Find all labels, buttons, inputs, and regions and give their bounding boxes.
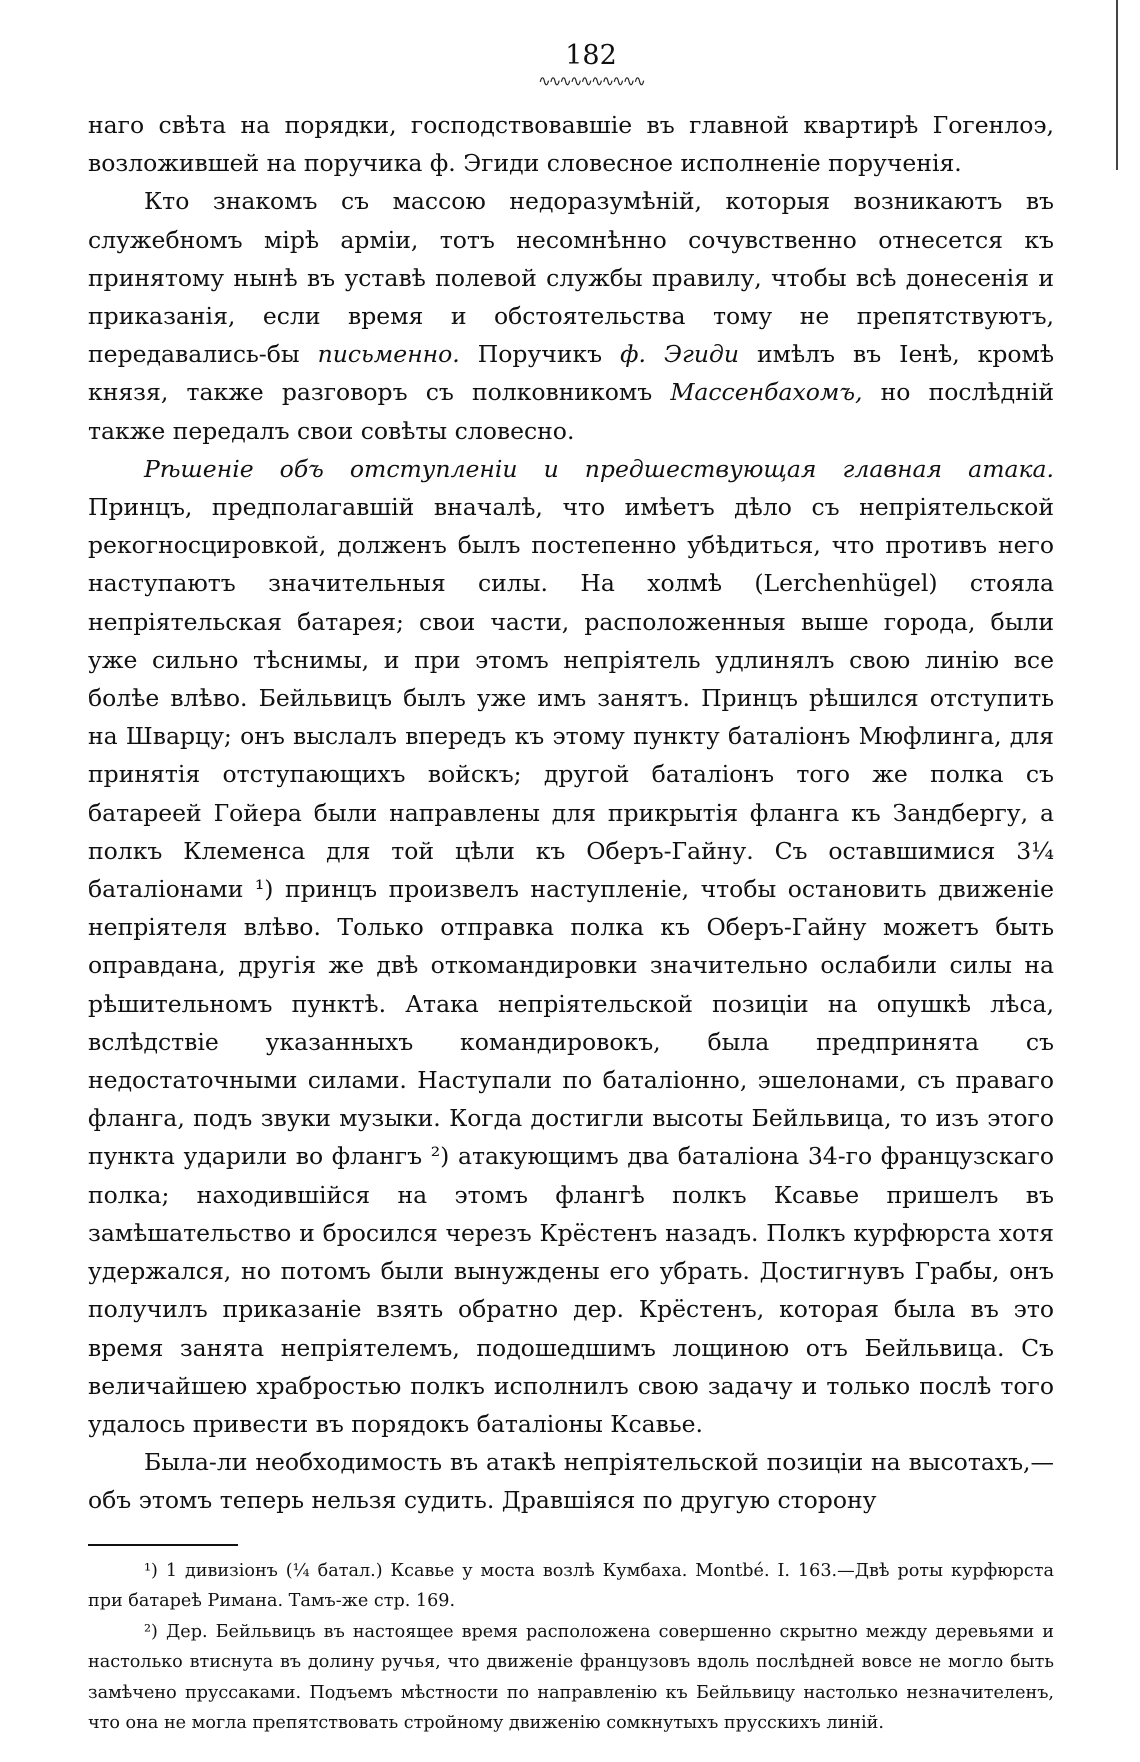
paragraph-2 [88,182,1054,449]
footnote-2: ²) Дер. Бейльвицъ въ настоящее время расположена совершенно скрытно между деревьями и настолько втиснута въ долину ручья, что движеніе французовъ вдоль послѣдней вовсе не могло быть замѣчено пруссаками. Подъемъ мѣстности по направленію къ Бейльвицу настолько незначителенъ, что она не могла препятствовать стройному движенію сомкнутыхъ прусскихъ линій. [88,1621,1054,1734]
footnote-1: ¹) 1 дивизіонъ (¼ батал.) Ксавье у моста возлѣ Кумбаха. Montbé. I. 163.—Двѣ роты курфюрста при батареѣ Римана. Тамъ-же стр. 169. [88,1560,1054,1612]
main-text [88,106,1054,1520]
footnote-divider [88,1544,238,1546]
paragraph-2-text-2: Поручикъ [459,340,621,369]
emphasis-pismenno: письменно. [317,340,460,369]
page-number: 182 [565,40,617,71]
page-number-ornament: ∿∿∿∿∿∿∿∿∿∿ [538,72,644,90]
emphasis-massenbakh: Массенбахомъ, [670,378,863,407]
paragraph-3 [88,450,1054,1443]
paragraph-2-text-1: Кто знакомъ съ массою недоразумѣній, которыя возникаютъ въ служебномъ мірѣ арміи, тотъ несомнѣнно сочувственно отнесется къ принятому нынѣ въ уставѣ полевой службы правилу, чтобы всѣ донесенія и приказанія, если время и обстоятельства тому не препятствуютъ, передавались-бы [88,187,1054,369]
paragraph-3-text: Принцъ, предполагавшій вначалѣ, что имѣетъ дѣло съ непріятельской рекогносцировкой, долженъ былъ постепенно убѣдиться, что противъ него наступаютъ значительныя силы. На холмѣ (Lerchenhügel) стояла непріятельская батарея; свои части, расположенныя выше города, были уже сильно тѣснимы, и при этомъ непріятель удлинялъ свою линію все болѣе влѣво. Бейльвицъ былъ уже имъ занятъ. Принцъ рѣшился отступить на Шварцу; онъ выслалъ впередъ къ этому пункту баталіонъ Мюфлинга, для принятія отступающихъ войскъ; другой баталіонъ того же полка съ батареей Гойера были направлены для прикрытія фланга къ Зандбергу, а полкъ Клеменса для той цѣли къ Оберъ-Гайну. Съ оставшимися 3¼ баталіонами ¹) принцъ произвелъ наступленіе, чтобы остановить движеніе непріятеля влѣво. Только отправка полка къ Оберъ-Гайну можетъ быть оправдана, другія же двѣ откомандировки значительно ослабили силы на рѣшительномъ пунктѣ. Атака непріятельской позиціи на опушкѣ лѣса, вслѣдствіе указанныхъ командировокъ, была предпринята съ недостаточными силами. Наступали по баталіонно, эшелонами, съ праваго фланга, подъ звуки музыки. Когда достигли высоты Бейльвица, то изъ этого пункта ударили во флангъ ²) атакующимъ два баталіона 34-го французскаго полка; находившійся на этомъ флангѣ полкъ Ксавье пришелъ въ замѣшательство и бросился черезъ Крёстенъ назадъ. Полкъ курфюрста хотя удержался, но потомъ были вынуждены его убрать. Достигнувъ Грабы, онъ получилъ приказаніе взять обратно дер. Крёстенъ, которая была въ это время занята непріятелемъ, подошедшимъ лощиною отъ Бейльвица. Съ величайшею храбростью полкъ исполнилъ свою задачу и только послѣ того удалось привести въ порядокъ баталіоны Ксавье. [88,493,1054,1438]
section-heading: Рѣшеніе объ отступленіи и предшествующая главная атака. [144,454,1054,483]
scan-edge-mark [1116,0,1118,170]
paragraph-1: наго свѣта на порядки, господствовавшіе въ главной квартирѣ Гогенлоэ, возложившей на поручика ф. Эгиди словесное исполненіе порученія. [88,111,1054,178]
footnotes [88,1556,1054,1739]
book-page [88,38,1054,1739]
paragraph-4: Была-ли необходимость въ атакѣ непріятельской позиціи на высотахъ,—объ этомъ теперь нельзя судить. Дравшіяся по другую сторону [88,1448,1054,1515]
emphasis-egidi: ф. Эгиди [620,340,740,369]
paragraph-2-text-3: имѣлъ въ Іенѣ, кромѣ князя, также разговоръ съ полковникомъ [88,340,1054,407]
paragraph-2-text-4: но послѣдній также передалъ свои совѣты словесно. [88,378,1054,445]
